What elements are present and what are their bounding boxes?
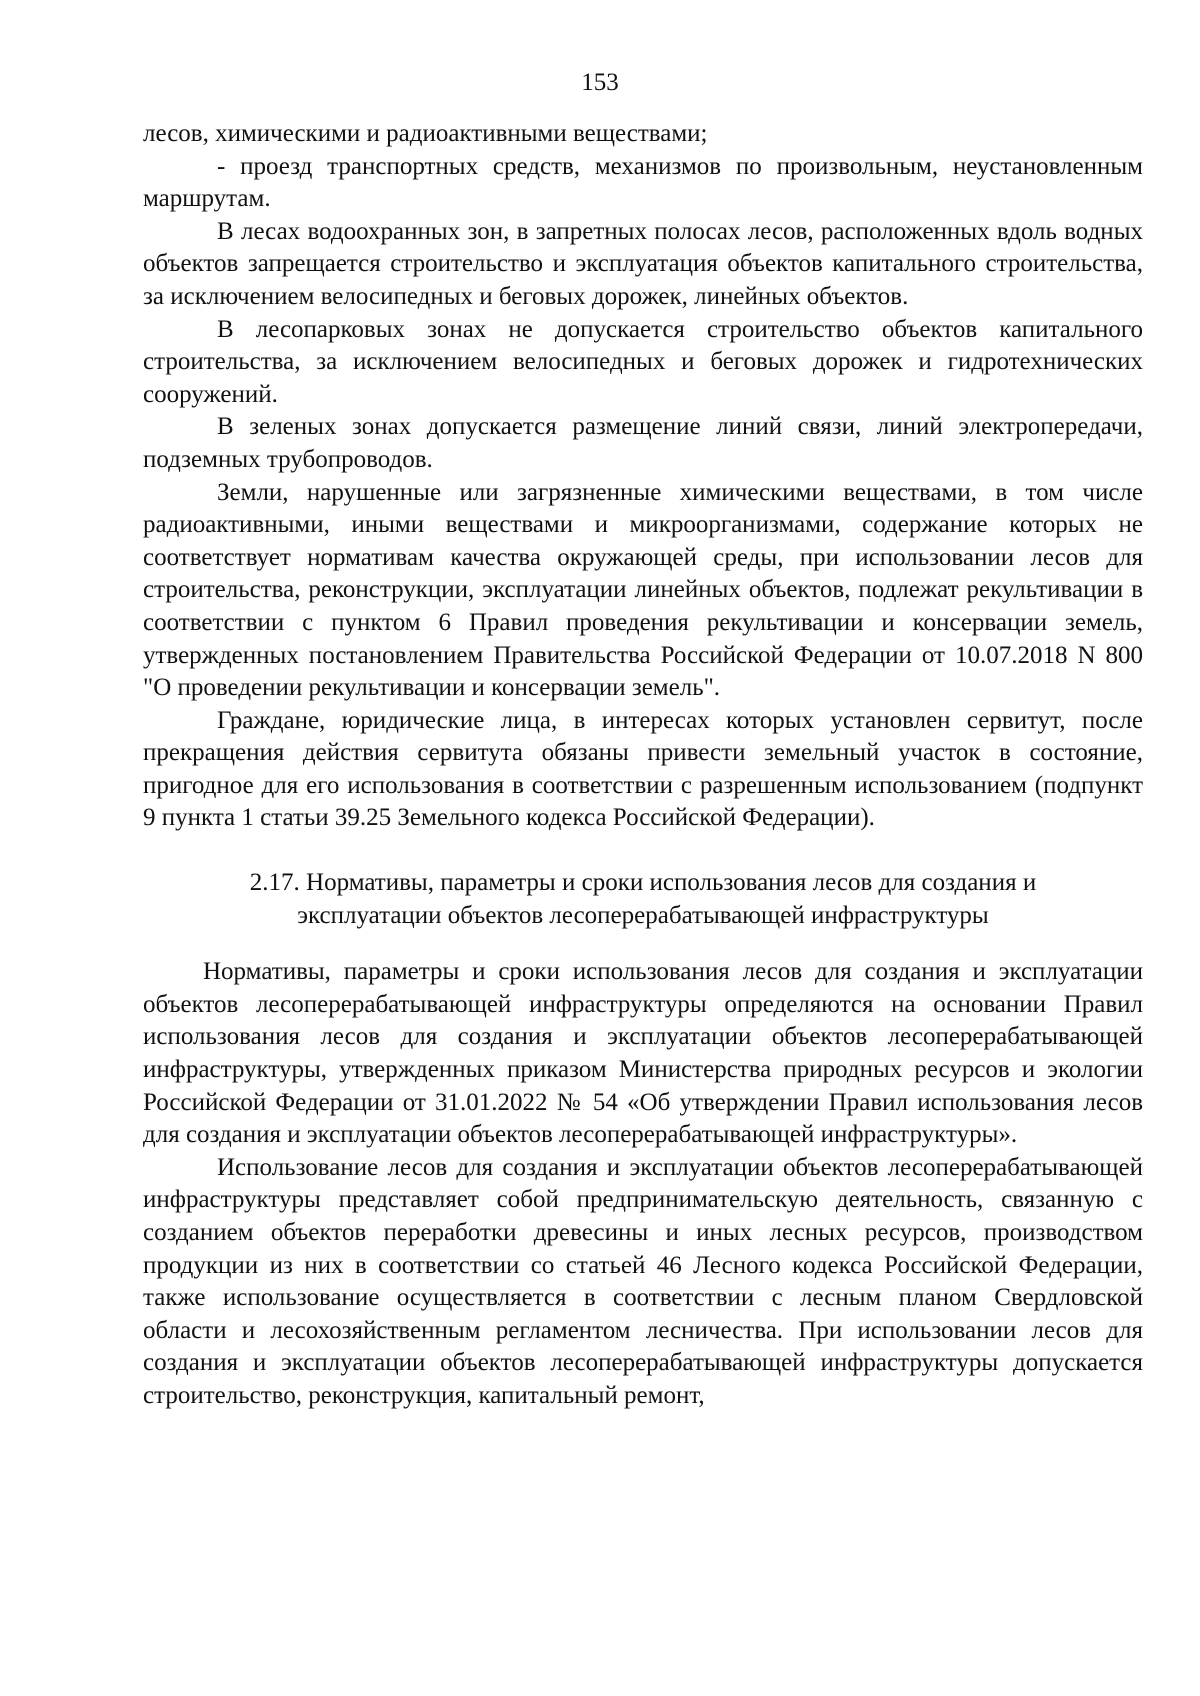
section-heading: 2.17. Нормативы, параметры и сроки использования лесов для создания и эксплуатации объектов лесоперерабатывающей инфраструктуры [249, 869, 1037, 929]
paragraph: - проезд транспортных средств, механизмов по произвольным, неустановленным маршрутам. [143, 152, 1143, 213]
paragraph: В зеленых зонах допускается размещение линий связи, линий электропередачи, подземных трубопроводов. [143, 413, 1143, 473]
paragraph: Использование лесов для создания и эксплуатации объектов лесоперерабатывающей инфраструктуры представляет собой предпринимательскую деятельность, связанную с созданием объектов переработки древесины и иных лесных ресурсов, производством продукции из них в соответствии со статьей 46 Лесного кодекса Российской Федерации, также использование осуществляется в соответствии с лесным планом Свердловской области и лесохозяйственным регламентом лесничества. При использовании лесов для создания и эксплуатации объектов лесоперерабатывающей инфраструктуры допускается строительство, реконструкция, капитальный ремонт, [143, 1153, 1143, 1409]
document-body [143, 118, 1143, 1413]
paragraph: Земли, нарушенные или загрязненные химическими веществами, в том числе радиоактивными, иными веществами и микроорганизмами, содержание которых не соответствует нормативам качества окружающей среды, при использовании лесов для строительства, реконструкции, эксплуатации линейных объектов, подлежат рекультивации в соответствии с пунктом 6 Правил проведения рекультивации и консервации земель, утвержденных постановлением Правительства Российской Федерации от 10.07.2018 N 800 "О проведении рекультивации и консервации земель". [143, 478, 1143, 702]
paragraph: Нормативы, параметры и сроки использования лесов для создания и эксплуатации объектов лесоперерабатывающей инфраструктуры определяются на основании Правил использования лесов для создания и эксплуатации объектов лесоперерабатывающей инфраструктуры, утвержденных приказом Министерства природных ресурсов и экологии Российской Федерации от 31.01.2022 № 54 «Об утверждении Правил использования лесов для создания и эксплуатации объектов лесоперерабатывающей инфраструктуры». [143, 958, 1143, 1149]
paragraph: лесов, химическими и радиоактивными веществами; [143, 120, 708, 147]
paragraph: В лесопарковых зонах не допускается строительство объектов капитального строительства, за исключением велосипедных и беговых дорожек и гидротехнических сооружений. [143, 315, 1143, 408]
page-number: 153 [581, 69, 619, 96]
paragraph: Граждане, юридические лица, в интересах которых установлен сервитут, после прекращения действия сервитута обязаны привести земельный участок в состояние, пригодное для его использования в соответствии с разрешенным использованием (подпункт 9 пункта 1 статьи 39.25 Земельного кодекса Российской Федерации). [143, 706, 1143, 832]
paragraph: В лесах водоохранных зон, в запретных полосах лесов, расположенных вдоль водных объектов запрещается строительство и эксплуатация объектов капитального строительства, за исключением велосипедных и беговых дорожек, линейных объектов. [143, 217, 1143, 310]
